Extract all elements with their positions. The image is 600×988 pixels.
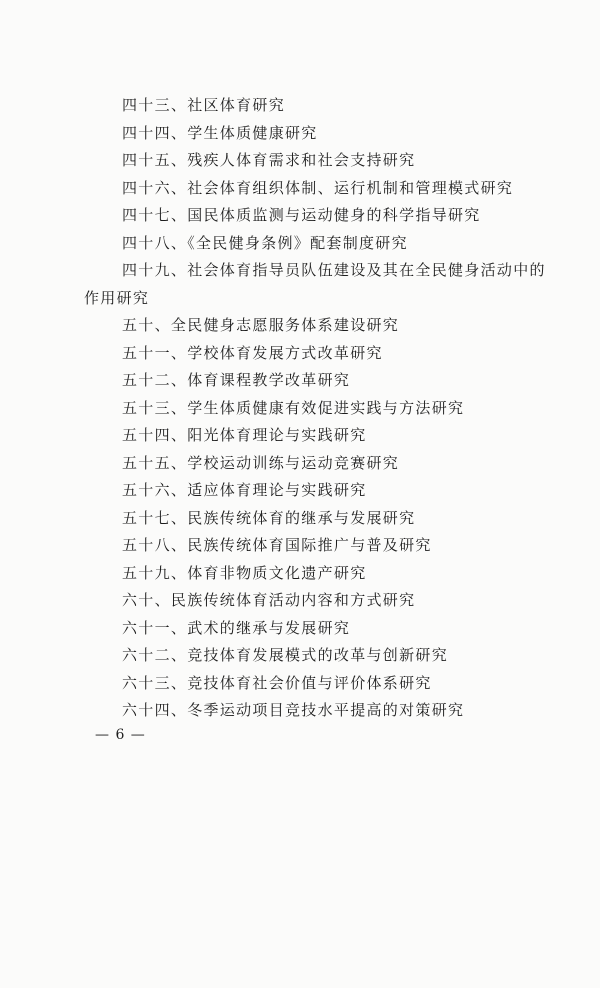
list-item-text: 六十三、竞技体育社会价值与评价体系研究 <box>122 673 432 692</box>
list-item <box>88 422 558 450</box>
list-item <box>88 697 558 725</box>
list-item-text: 四十五、残疾人体育需求和社会支持研究 <box>122 151 416 169</box>
list-item-text: 五十七、民族传统体育的继承与发展研究 <box>122 508 416 527</box>
list-item-text: 五十六、适应体育理论与实践研究 <box>122 481 367 499</box>
list-item-text: 五十八、民族传统体育国际推广与普及研究 <box>122 536 432 554</box>
list-item <box>84 257 558 312</box>
list-item <box>88 532 558 560</box>
list-item <box>88 505 558 533</box>
list-item <box>88 395 558 423</box>
list-item-text: 六十一、武术的继承与发展研究 <box>122 618 351 637</box>
list-item-text: 六十四、冬季运动项目竞技水平提高的对策研究 <box>122 701 465 719</box>
page-number: — 6 — <box>95 727 146 743</box>
list-item <box>88 615 558 643</box>
list-item-text-line2: 作用研究 <box>84 288 150 307</box>
list-item <box>88 175 558 203</box>
list-item-text: 四十四、学生体质健康研究 <box>122 123 318 142</box>
list-item-text: 四十七、国民体质监测与运动健身的科学指导研究 <box>122 206 481 224</box>
list-item <box>88 340 558 368</box>
list-item-text: 六十、民族传统体育活动内容和方式研究 <box>122 591 416 609</box>
list-item <box>88 120 558 148</box>
list-item-text: 五十三、学生体质健康有效促进实践与方法研究 <box>122 398 465 417</box>
list-item-text-line1: 四十九、社会体育指导员队伍建设及其在全民健身活动中的 <box>122 261 546 279</box>
list-item <box>88 92 558 120</box>
list-item <box>88 367 558 395</box>
list-item-text: 五十五、学校运动训练与运动竞赛研究 <box>122 453 400 472</box>
list-item-text: 五十四、阳光体育理论与实践研究 <box>122 426 367 444</box>
list-item-text: 五十、全民健身志愿服务体系建设研究 <box>122 316 400 334</box>
research-topic-list <box>84 92 558 725</box>
list-item <box>88 230 558 258</box>
list-item <box>88 587 558 615</box>
list-item <box>88 147 558 175</box>
list-item <box>88 560 558 588</box>
list-item-text: 四十六、社会体育组织体制、运行机制和管理模式研究 <box>122 178 514 197</box>
list-item-text: 六十二、竞技体育发展模式的改革与创新研究 <box>122 646 449 664</box>
list-item <box>88 312 558 340</box>
list-item-text: 五十一、学校体育发展方式改革研究 <box>122 343 383 362</box>
list-item <box>88 477 558 505</box>
list-item-text: 五十九、体育非物质文化遗产研究 <box>122 563 367 582</box>
list-item-text: 四十八、《全民健身条例》配套制度研究 <box>122 233 408 252</box>
list-item <box>88 202 558 230</box>
list-item <box>88 450 558 478</box>
list-item <box>88 642 558 670</box>
list-item <box>88 670 558 698</box>
list-item-text: 四十三、社区体育研究 <box>122 96 286 114</box>
list-item-text: 五十二、体育课程教学改革研究 <box>122 371 351 389</box>
